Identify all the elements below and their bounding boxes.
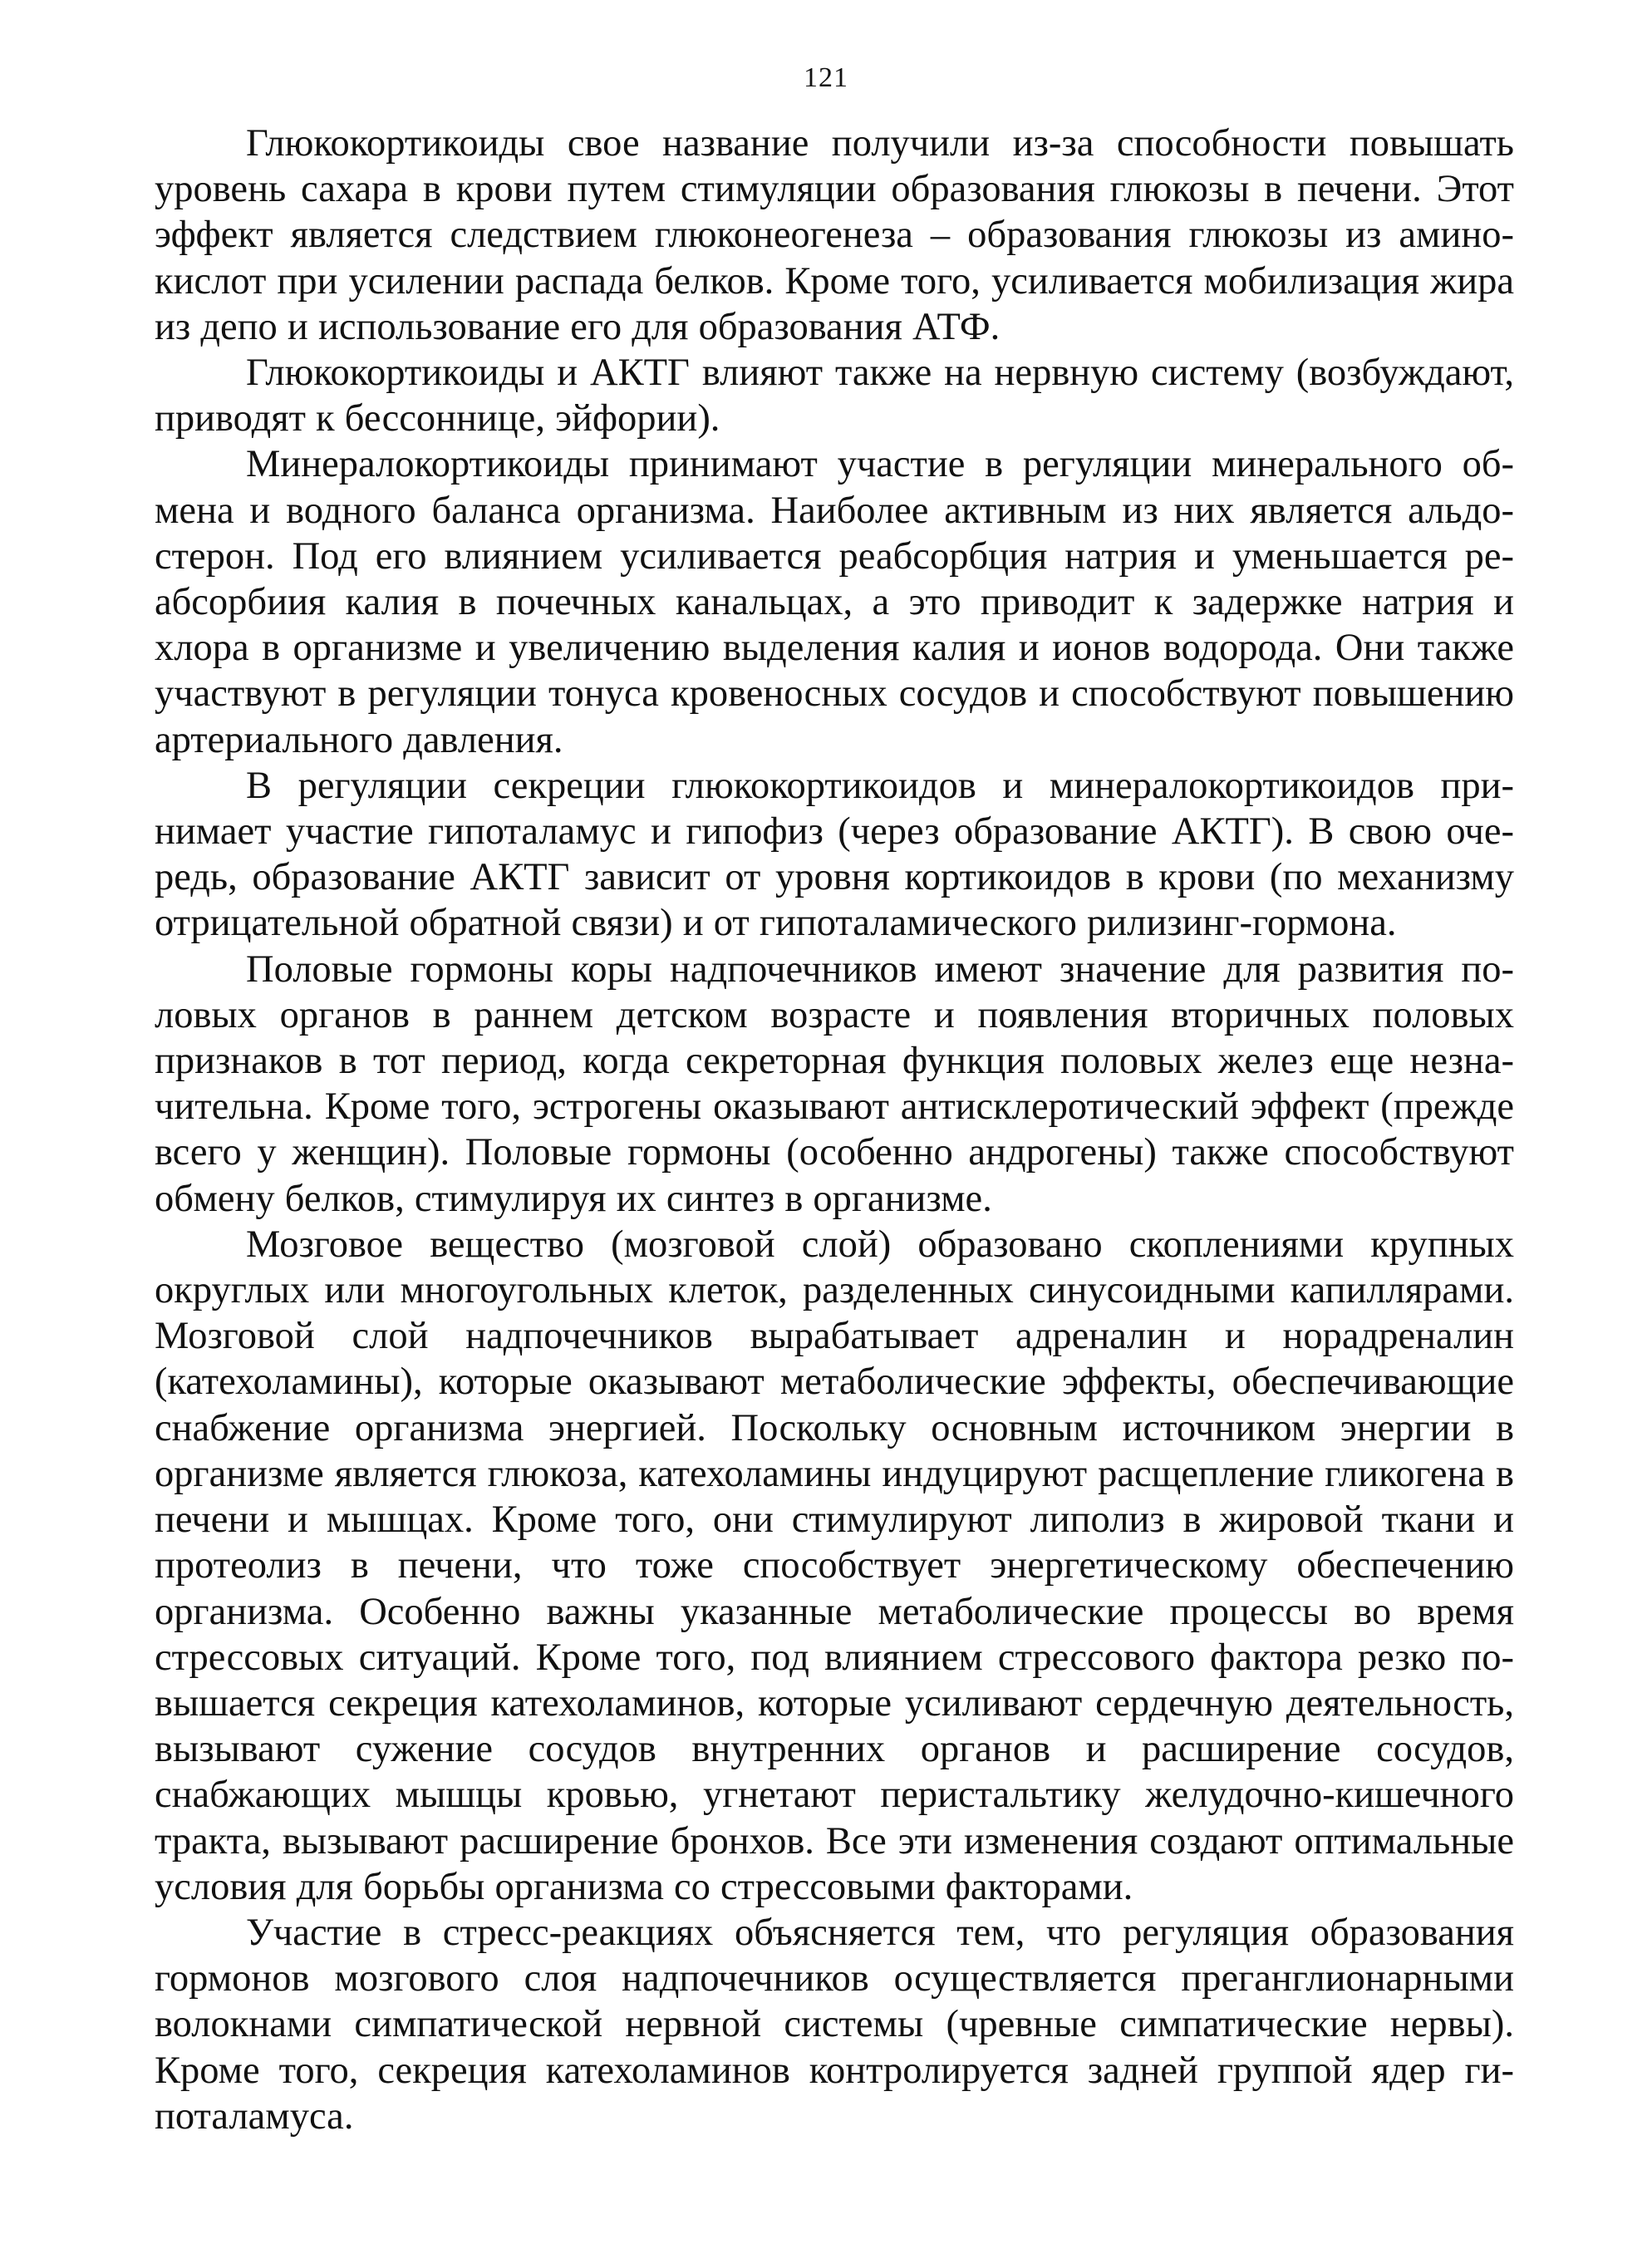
page-body — [155, 121, 1514, 2139]
paragraph-stress-reactions: Участие в стресс-реакциях объясняется тем, что регуляция образования гормонов мозгового слоя надпочечников осуществляется преганглионарными волокнами симпатической нервной системы (чревные симпатические нервы). Кроме того, секреция катехоламинов контролируется задней группой ядер гипоталамуса. — [155, 1911, 1514, 2138]
paragraph-glucocorticoids: Глюкокортикоиды свое название получили из-за способности повышать уровень сахара в крови путем стимуляции образования глюкозы в печени. Этот эффект является следствием глюконеогенеза – образования глюкозы из аминокислот при усилении распада белков. Кроме того, усиливается мобилизация жира из депо и использование его для образования АТФ. — [155, 122, 1514, 348]
paragraph-nervous-system: Глюкокортикоиды и АКТГ влияют также на нервную систему (возбуждают, приводят к бессоннице, эйфории). — [155, 352, 1514, 440]
paragraph-medulla: Мозговое вещество (мозговой слой) образовано скоплениями крупных округлых или многоугольных клеток, разделенных синусоидными капиллярами. Мозговой слой надпочечников вырабатывает адреналин и норадреналин (катехоламины), которые оказывают метаболические эффекты, обеспечивающие снабжение организма энергией. Поскольку основным источником энергии в организме является глюкоза, катехоламины индуцируют расщепление гликогена в печени и мышцах. Кроме того, они стимулируют липолиз в жировой ткани и протеолиз в печени, что тоже способствует энергетическому обеспечению организма. Особенно важны указанные метаболические процессы во время стрессовых ситуаций. Кроме того, под влиянием стрессового фактора резко повышается секреция катехоламинов, которые усиливают сердечную деятельность, вызывают сужение сосудов внутренних органов и расширение сосудов, снабжающих мышцы кровью, угнетают перистальтику желудочно-кишечного тракта, вызывают расширение бронхов. Все эти изменения создают оптимальные условия для борьбы организма со стрессовыми факторами. — [155, 1223, 1514, 1908]
paragraph-sex-hormones: Половые гормоны коры надпочечников имеют значение для развития половых органов в раннем детском возрасте и появления вторичных половых признаков в тот период, когда секреторная функция половых желез еще незначительна. Кроме того, эстрогены оказывают антисклеротический эффект (прежде всего у женщин). Половые гормоны (особенно андрогены) также способствуют обмену белков, стимулируя их синтез в организме. — [155, 947, 1514, 1220]
page-number: 121 — [804, 62, 848, 93]
paragraph-secretion-regulation: В регуляции секреции глюкокортикоидов и минералокортикоидов принимает участие гипоталамус и гипофиз (через образование АКТГ). В свою очередь, образование АКТГ зависит от уровня кортикоидов в крови (по механизму отрицательной обратной связи) и от гипоталамического рилизинг-гормона. — [155, 764, 1514, 945]
paragraph-mineralocorticoids: Минералокортикоиды принимают участие в регуляции минерального обмена и водного баланса организма. Наиболее активным из них является альдостерон. Под его влиянием усиливается реабсорбция натрия и уменьшается реабсорбиия калия в почечных канальцах, а это приводит к задержке натрия и хлора в организме и увеличению выделения калия и ионов водорода. Они также участвуют в регуляции тонуса кровеносных сосудов и способствуют повышению артериального давления. — [155, 443, 1514, 761]
